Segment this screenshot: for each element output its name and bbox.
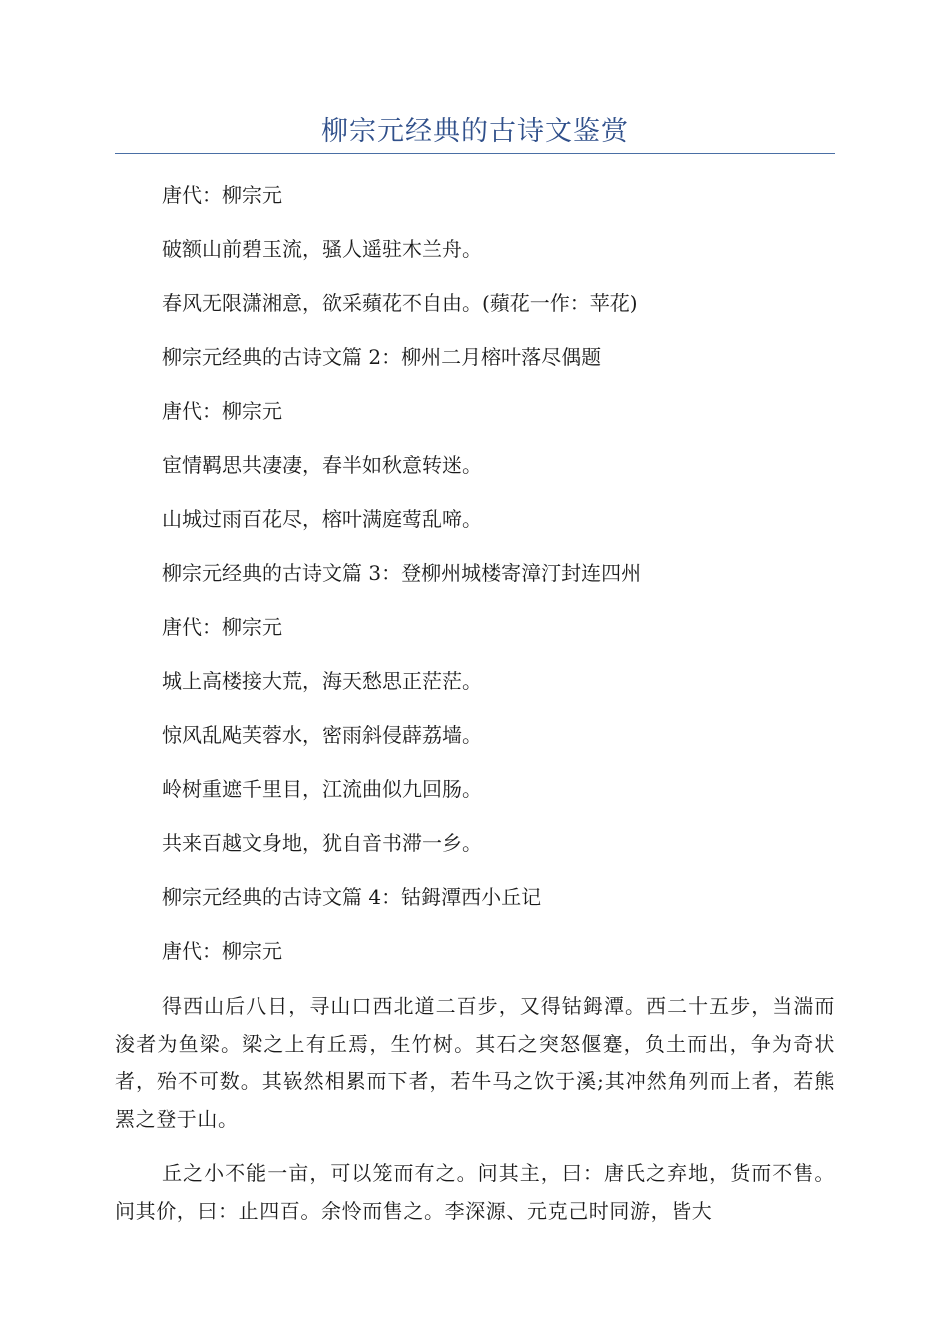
document-title: 柳宗元经典的古诗文鉴赏	[321, 116, 629, 147]
prose-paragraph: 丘之小不能一亩，可以笼而有之。问其主，曰：唐氏之弃地，货而不售。问其价，曰：止四百。余怜而售之。李深源、元克己时同游，皆大	[115, 1161, 835, 1223]
author-line: 唐代：柳宗元	[162, 939, 282, 963]
title-underline	[115, 153, 835, 154]
author-line: 唐代：柳宗元	[162, 183, 282, 207]
section-heading: 柳宗元经典的古诗文篇 4：钴鉧潭西小丘记	[162, 885, 542, 909]
author-line: 唐代：柳宗元	[162, 399, 282, 423]
poem-line: 山城过雨百花尽，榕叶满庭莺乱啼。	[162, 507, 482, 531]
poem-line: 春风无限潇湘意，欲采蘋花不自由。(蘋花一作：苹花)	[162, 291, 638, 315]
poem-line: 共来百越文身地，犹自音书滞一乡。	[162, 831, 482, 855]
poem-line: 城上高楼接大荒，海天愁思正茫茫。	[162, 669, 482, 693]
prose-paragraph: 得西山后八日，寻山口西北道二百步，又得钴鉧潭。西二十五步，当湍而浚者为鱼梁。梁之上有丘焉，生竹树。其石之突怒偃蹇，负土而出，争为奇状者，殆不可数。其嵚然相累而下者，若牛马之饮于溪;其冲然角列而上者，若熊罴之登于山。	[115, 994, 835, 1131]
section-heading: 柳宗元经典的古诗文篇 2：柳州二月榕叶落尽偶题	[162, 345, 602, 369]
section-heading: 柳宗元经典的古诗文篇 3：登柳州城楼寄漳汀封连四州	[162, 561, 642, 585]
poem-line: 惊风乱飐芙蓉水，密雨斜侵薜荔墙。	[162, 723, 482, 747]
poem-line: 岭树重遮千里目，江流曲似九回肠。	[162, 777, 482, 801]
poem-line: 破额山前碧玉流，骚人遥驻木兰舟。	[162, 237, 482, 261]
author-line: 唐代：柳宗元	[162, 615, 282, 639]
poem-line: 宦情羁思共凄凄，春半如秋意转迷。	[162, 453, 482, 477]
